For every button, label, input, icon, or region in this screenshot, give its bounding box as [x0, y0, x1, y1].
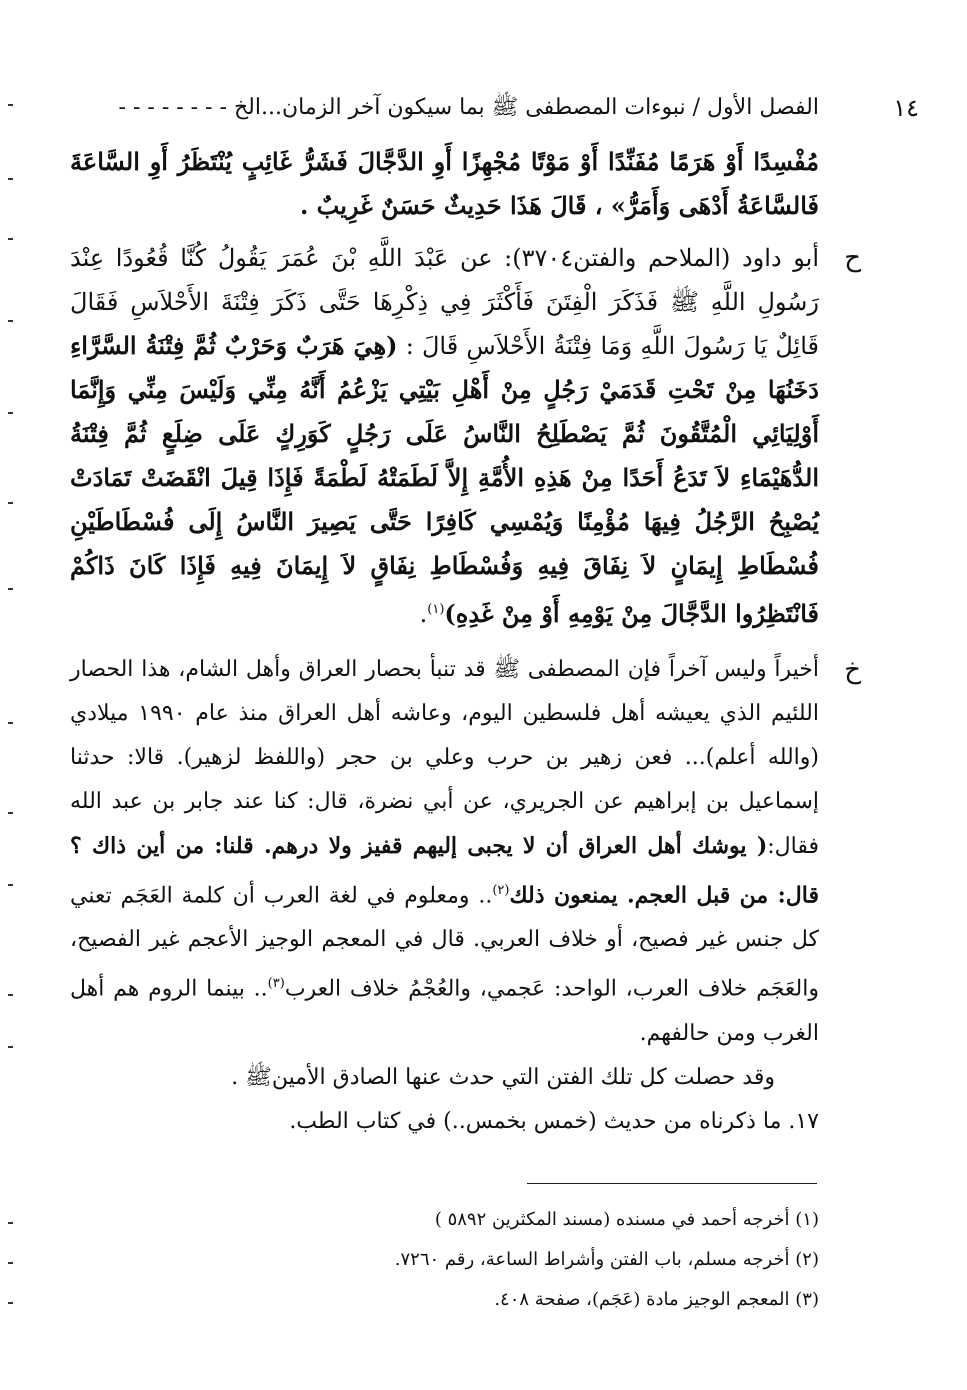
scan-speck: [8, 178, 13, 180]
scan-speck: [8, 1046, 13, 1048]
header-dots: - - - - - - - -: [118, 95, 227, 120]
scan-speck: [8, 1222, 13, 1224]
page-body: [70, 140, 861, 1144]
scan-speck: [8, 502, 13, 504]
section-h-intro: أبو داود (الملاحم والفتن٣٧٠٤): عن عَبْدَ اللَّهِ بْنَ عُمَرَ يَقُولُ كُنَّا قُعُودًا عِنْدَ رَسُولِ اللَّهِ ﷺ فَذَكَرَ الْفِتَنَ فَأَكْثَرَ فِي ذِكْرِهَا حَتَّى ذَكَرَ فِتْنَةَ الأَحْلاَسِ فَقَالَ قَائِلٌ يَا رَسُولَ اللَّهِ وَمَا فِتْنَةُ الأَحْلاَسِ قَالَ :: [70, 244, 820, 360]
section-kh-text: أخيراً وليس آخراً فإن المصطفى ﷺ قد تنبأ بحصار العراق وأهل الشام، هذا الحصار اللئيم الذي يعيشه أهل فلسطين اليوم، وعاشه أهل العراق منذ عام ١٩٩٠ ميلادي (والله أعلم)... فعن زهير بن حرب وعلي بن حجر (واللفظ لزهير). قالا: حدثنا إسماعيل بن إبراهيم عن الجريري، عن أبي نضرة، قال: كنا عند جابر بن عبد الله فقال:: [70, 657, 819, 859]
footnotes: [70, 1200, 819, 1320]
scan-speck: [8, 104, 13, 106]
footnote-ref-1: (١): [427, 602, 445, 617]
scan-speck: [8, 1302, 13, 1304]
section-h-paragraph: [70, 236, 861, 636]
footnote-separator: [527, 1183, 817, 1184]
section-h-quote: (هِيَ هَرَبٌ وَحَرْبٌ ثُمَّ فِتْنَةُ السَّرَّاءِ دَخَنُهَا مِنْ تَحْتِ قَدَمَيْ رَجُلٍ مِنْ أَهْلِ بَيْتِي يَزْعُمُ أَنَّهُ مِنِّي وَلَيْسَ مِنِّي وَإِنَّمَا أَوْلِيَائِي الْمُتَّقُونَ ثُمَّ يَصْطَلِحُ النَّاسُ عَلَى رَجُلٍ كَوَرِكٍ عَلَى ضِلَعٍ ثُمَّ فِتْنَةُ الدُّهَيْمَاءِ لاَ تَدَعُ أَحَدًا مِنْ هَذِهِ الأُمَّةِ إِلاَّ لَطَمَتْهُ لَطْمَةً فَإِذَا قِيلَ انْقَضَتْ تَمَادَتْ يُصْبِحُ الرَّجُلُ فِيهَا مُؤْمِنًا وَيُمْسِي كَافِرًا حَتَّى يَصِيرَ النَّاسُ إِلَى فُسْطَاطَيْنِ فُسْطَاطِ إِيمَانٍ لاَ نِفَاقَ فِيهِ وَفُسْطَاطِ نِفَاقٍ لاَ إِيمَانَ فِيهِ فَإِذَا كَانَ ذَاكُمْ فَانْتَظِرُوا الدَّجَّالَ مِنْ يَوْمِهِ أَوْ مِنْ غَدِهِ): [70, 331, 819, 628]
header-title: الفصل الأول / نبوءات المصطفى ﷺ بما سيكون آخر الزمان...الخ: [233, 95, 819, 120]
section-marker-h: ح: [844, 243, 861, 273]
scan-speck: [8, 412, 13, 414]
page-header: [70, 88, 919, 128]
scan-speck: [8, 588, 13, 590]
scan-speck: [8, 1262, 13, 1264]
item-17-paragraph: ١٧. ما ذكرناه من حديث (خمس بخمس..) في كتاب الطب.: [289, 1108, 819, 1134]
section-marker-kh: خ: [844, 655, 861, 685]
hadith-continuation: مُفْسِدًا أَوْ هَرَمًا مُفَنِّدًا أَوْ مَوْتًا مُجْهِزًا أَوِ الدَّجَّالَ فَشَرُّ غَائِبٍ يُنْتَظَرُ أَوِ السَّاعَةَ فَالسَّاعَةُ أَدْهَى وَأَمَرُّ» ، قَالَ هَذَا حَدِيثٌ حَسَنٌ غَرِيبٌ .: [70, 147, 820, 220]
scan-speck: [8, 238, 13, 240]
section-h-end: .: [419, 600, 428, 628]
section-kh-paragraph: [70, 648, 861, 1056]
section-kh-quote: ( يوشك أهل العراق أن لا يجبى إليهم قفيز ولا درهم. قلنا: من أين ذاك ؟ قال: من قبل العجم. يمنعون ذلك: [70, 833, 819, 909]
footnote-ref-2: (٢): [492, 883, 510, 898]
scan-speck: [8, 320, 13, 322]
scan-speck: [8, 812, 13, 814]
section-kh-text-end: .. بينما الروم هم أهل الغرب ومن حالفهم.: [70, 976, 819, 1046]
footnote-2: (٢) أخرجه مسلم، باب الفتن وأشراط الساعة، رقم ٧٢٦٠.: [394, 1249, 819, 1270]
scan-speck: [8, 884, 13, 886]
footnote-ref-3: (٣): [267, 976, 285, 992]
closing-paragraph: وقد حصلت كل تلك الفتن التي حدث عنها الصادق الأمينﷺ .: [231, 1064, 775, 1090]
footnote-3: (٣) المعجم الوجيز مادة (عَجَم)، صفحة ٤٠٨.: [494, 1289, 819, 1310]
scan-speck: [8, 994, 13, 996]
section-kh-text-cont: .. ومعلوم في لغة العرب أن كلمة العَجَم تعني كل جنس غير فصيح، أو خلاف العربي. قال في المعجم الوجيز الأعجم غير الفصيح، والعَجَم خلاف العرب، الواحد: عَجمي، والعُجْمُ خلاف العرب: [70, 883, 819, 1002]
scan-speck: [8, 722, 13, 724]
footnote-1: (١) أخرجه أحمد في مسنده (مسند المكثرين ٥٨٩٢ ): [434, 1209, 819, 1230]
page-number: ١٤: [893, 94, 919, 122]
